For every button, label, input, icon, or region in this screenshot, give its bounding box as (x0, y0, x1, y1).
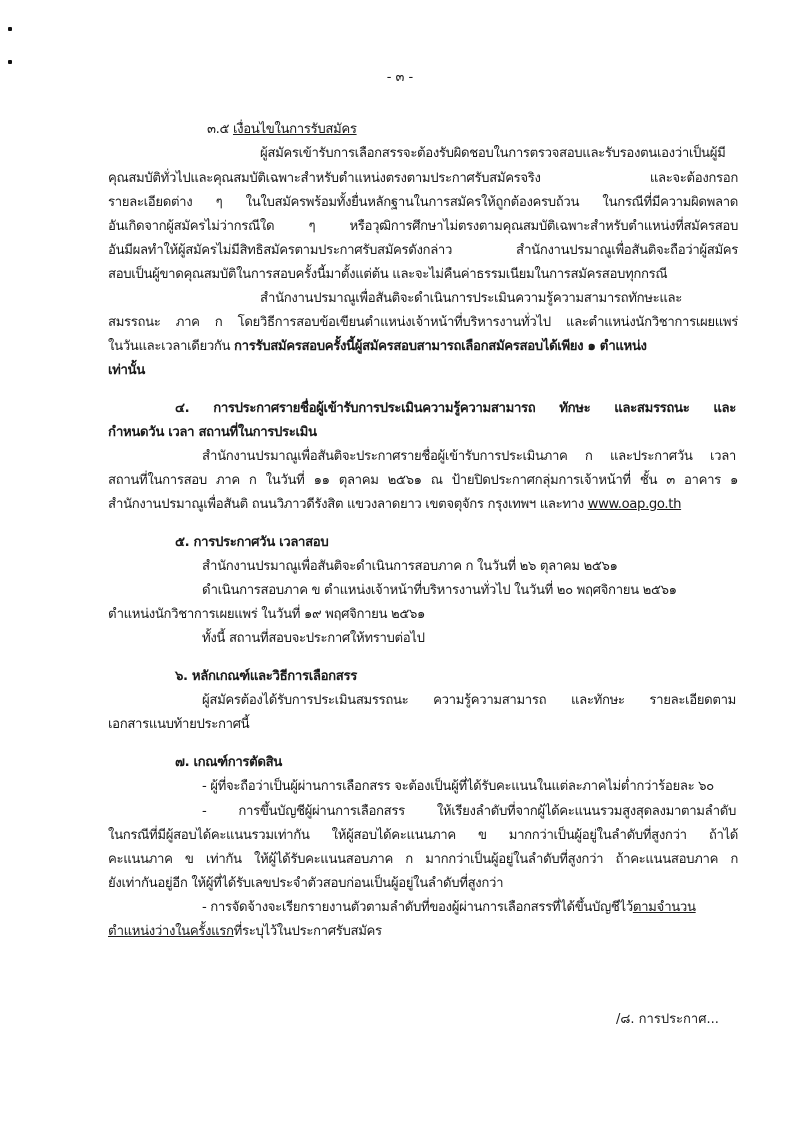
paragraph-line: คุณสมบัติทั่วไปและคุณสมบัติเฉพาะสำหรับตำแหน่งตรงตามประกาศรับสมัครจริง และจะต้องกรอก (108, 171, 738, 186)
paragraph-text: ในวันและเวลาเดียวกัน (108, 339, 235, 354)
paragraph-line: - การขึ้นบัญชีผู้ผ่านการเลือกสรร ให้เรียงลำดับที่จากผู้ได้คะแนนรวมสูงสุดลงมาตามลำดับ (202, 804, 736, 819)
paragraph-text: - การจัดจ้างจะเรียกรายงานตัวตามลำดับที่ของผู้ผ่านการเลือกสรรที่ได้ขึ้นบัญชีไว้ (202, 900, 633, 915)
paragraph-line: สอบเป็นผู้ขาดคุณสมบัติในการสอบครั้งนี้มาตั้งแต่ต้น และจะไม่คืนค่าธรรมเนียมในการสมัครสอบทุกกรณี (108, 267, 668, 282)
paragraph-line: รายละเอียดต่าง ๆ ในใบสมัครพร้อมทั้งยื่นหลักฐานในการสมัครให้ถูกต้องครบถ้วน ในกรณีที่มีความผิดพลาด (108, 195, 738, 210)
section-4-heading-cont: กำหนดวัน เวลา สถานที่ในการประเมิน (108, 425, 317, 440)
paragraph-text: สำนักงานปรมาณูเพื่อสันติ ถนนวิภาวดีรังสิต แขวงลาดยาว เขตจตุจักร กรุงเทพฯ และทาง (108, 497, 588, 512)
paragraph-line: - ผู้ที่จะถือว่าเป็นผู้ผ่านการเลือกสรร จะต้องเป็นผู้ที่ได้รับคะแนนในแต่ละภาคไม่ต่ำกว่าร้อยละ ๖๐ (202, 779, 714, 794)
emphasis-text: เท่านั้น (108, 363, 145, 378)
paragraph-line: สถานที่ในการสอบ ภาค ก ในวันที่ ๑๑ ตุลาคม ๒๕๖๑ ณ ป้ายปิดประกาศกลุ่มการเจ้าหน้าที่ ชั้น ๓ อาคาร ๑ (108, 473, 738, 488)
paragraph-line: สำนักงานปรมาณูเพื่อสันติจะดำเนินการสอบภาค ก ในวันที่ ๒๖ ตุลาคม ๒๕๖๑ (202, 559, 618, 574)
website-link[interactable]: www.oap.go.th (587, 497, 682, 512)
emphasis-text: การรับสมัครสอบครั้งนี้ผู้สมัครสอบสามารถเลือกสมัครสอบได้เพียง ๑ ตำแหน่ง (234, 339, 647, 354)
paragraph-line: สำนักงานปรมาณูเพื่อสันติจะประกาศรายชื่อผู้เข้ารับการประเมินภาค ก และประกาศวัน เวลา (202, 449, 736, 464)
paragraph-line (108, 920, 738, 944)
scan-mark (8, 27, 12, 31)
paragraph-line: ในกรณีที่มีผู้สอบได้คะแนนรวมเท่ากัน ให้ผู้สอบได้คะแนนภาค ข มากกว่าเป็นผู้อยู่ในลำดับที่สูงกว่า ถ้าได้ (108, 828, 738, 843)
paragraph-line: สำนักงานปรมาณูเพื่อสันติจะดำเนินการประเมินความรู้ความสามารถทักษะและ (260, 291, 682, 306)
section-number: ๓.๕ (207, 122, 230, 137)
paragraph-line: เอกสารแนบท้ายประกาศนี้ (108, 717, 250, 732)
underlined-text: ตำแหน่งว่างในครั้งแรก (108, 924, 234, 939)
paragraph-line: อันเกิดจากผู้สมัครไม่ว่ากรณีใด ๆ หรือวุฒิการศึกษาไม่ตรงตามคุณสมบัติเฉพาะสำหรับตำแหน่งที่สมัครสอบ (108, 219, 738, 234)
section-6-heading: ๖. หลักเกณฑ์และวิธีการเลือกสรร (175, 669, 357, 684)
paragraph-line: ผู้สมัครเข้ารับการเลือกสรรจะต้องรับผิดชอบในการตรวจสอบและรับรองตนเองว่าเป็นผู้มี (260, 146, 726, 161)
paragraph-line: ดำเนินการสอบภาค ข ตำแหน่งเจ้าหน้าที่บริหารงานทั่วไป ในวันที่ ๒๐ พฤศจิกายน ๒๕๖๑ (202, 583, 677, 598)
scan-mark (8, 60, 12, 64)
paragraph-line: สมรรถนะ ภาค ก โดยวิธีการสอบข้อเขียนตำแหน่งเจ้าหน้าที่บริหารงานทั่วไป และตำแหน่งนักวิชาการเผยแพร่ (108, 315, 738, 330)
paragraph-line: ยังเท่ากันอยู่อีก ให้ผู้ที่ได้รับเลขประจำตัวสอบก่อนเป็นผู้อยู่ในลำดับที่สูงกว่า (108, 876, 504, 891)
section-4-heading: ๔. การประกาศรายชื่อผู้เข้ารับการประเมินความรู้ความสามารถ ทักษะ และสมรรถนะ และ (175, 401, 736, 416)
paragraph-line (108, 493, 738, 517)
next-page-continuation: /๘. การประกาศ... (616, 1012, 719, 1027)
paragraph-line: คะแนนภาค ข เท่ากัน ให้ผู้ได้รับคะแนนสอบภาค ก มากกว่าเป็นผู้อยู่ในลำดับที่สูงกว่า ถ้าคะแนนสอบภาค ก (108, 852, 738, 867)
section-5-heading: ๕. การประกาศวัน เวลาสอบ (175, 535, 329, 550)
underlined-text: ตามจำนวน (632, 900, 696, 915)
paragraph-text: ที่ระบุไว้ในประกาศรับสมัคร (233, 924, 382, 939)
paragraph-line: ทั้งนี้ สถานที่สอบจะประกาศให้ทราบต่อไป (202, 631, 425, 646)
paragraph-line (108, 335, 738, 359)
paragraph-line (202, 896, 800, 920)
paragraph-line: ผู้สมัครต้องได้รับการประเมินสมรรถนะ ความรู้ความสามารถ และทักษะ รายละเอียดตาม (202, 693, 736, 708)
paragraph-line: อันมีผลทำให้ผู้สมัครไม่มีสิทธิสมัครตามประกาศรับสมัครดังกล่าว สำนักงานปรมาณูเพื่อสันติจะถือว่าผู้สมัคร (108, 243, 738, 258)
paragraph-line: ตำแหน่งนักวิชาการเผยแพร่ ในวันที่ ๑๙ พฤศจิกายน ๒๕๖๑ (108, 607, 426, 622)
section-3-5-heading (207, 118, 357, 142)
page-number: - ๓ - (386, 70, 414, 85)
section-7-heading: ๗. เกณฑ์การตัดสิน (175, 755, 282, 770)
section-title: เงื่อนไขในการรับสมัคร (232, 122, 357, 137)
